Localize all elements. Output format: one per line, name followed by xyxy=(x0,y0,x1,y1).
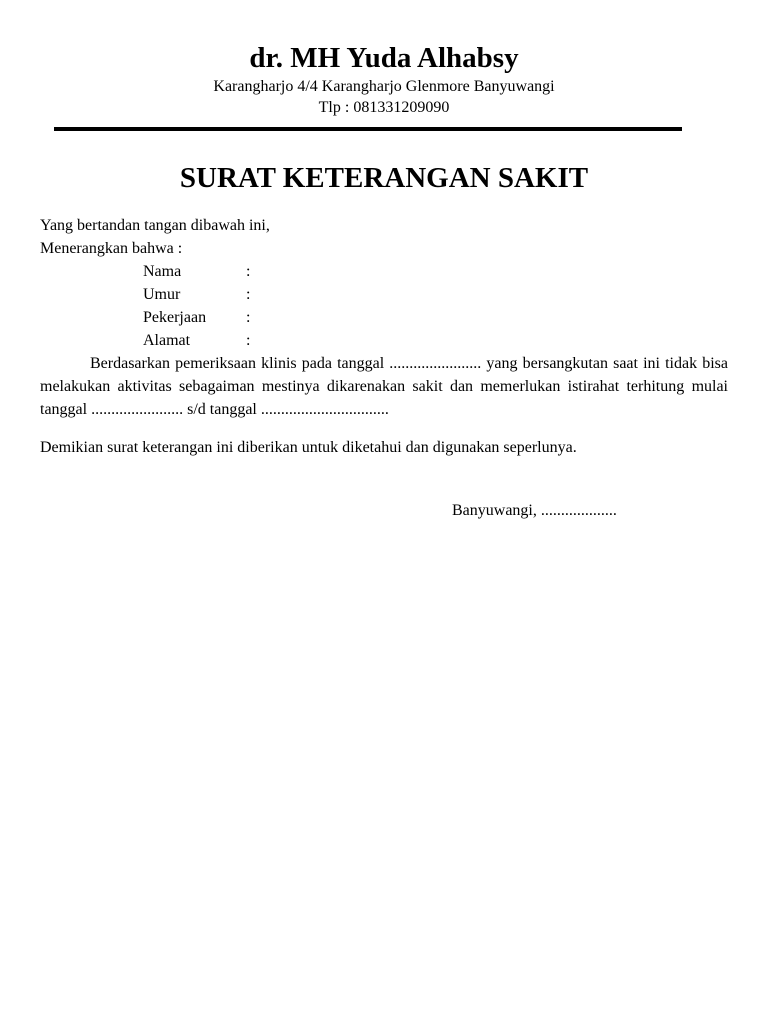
header-divider xyxy=(54,127,682,131)
clinic-address: Karangharjo 4/4 Karangharjo Glenmore Banyuwangi xyxy=(213,78,555,95)
field-label: Alamat xyxy=(143,332,191,349)
field-row-nama xyxy=(143,260,728,283)
field-label: Umur xyxy=(143,286,181,303)
field-label: Nama xyxy=(143,263,182,280)
letter-body xyxy=(40,214,728,459)
main-paragraph: Berdasarkan pemeriksaan klinis pada tanggal ....................... yang bersangkutan saat ini tidak bisa melakukan aktivitas sebagaiman mestinya dikarenakan sakit dan memerlukan istirahat terhitung mulai tanggal ....................... s/d tanggal ................................ xyxy=(40,355,728,418)
document-title: SURAT KETERANGAN SAKIT xyxy=(179,162,589,194)
letterhead xyxy=(0,40,768,118)
intro-line-2: Menerangkan bahwa : xyxy=(40,240,183,257)
field-label: Pekerjaan xyxy=(143,309,207,326)
field-colon: : xyxy=(246,309,251,326)
place-date-signoff: Banyuwangi, ................... xyxy=(452,502,617,519)
field-row-pekerjaan xyxy=(143,306,728,329)
doctor-name: dr. MH Yuda Alhabsy xyxy=(249,42,519,74)
field-row-umur xyxy=(143,283,728,306)
field-colon: : xyxy=(246,263,251,280)
intro-line-1: Yang bertandan tangan dibawah ini, xyxy=(40,217,270,234)
field-row-alamat xyxy=(143,329,728,352)
patient-fields xyxy=(40,260,728,352)
field-colon: : xyxy=(246,332,251,349)
closing-paragraph: Demikian surat keterangan ini diberikan untuk diketahui dan digunakan seperlunya. xyxy=(40,439,577,456)
clinic-phone: Tlp : 081331209090 xyxy=(318,99,450,116)
field-colon: : xyxy=(246,286,251,303)
